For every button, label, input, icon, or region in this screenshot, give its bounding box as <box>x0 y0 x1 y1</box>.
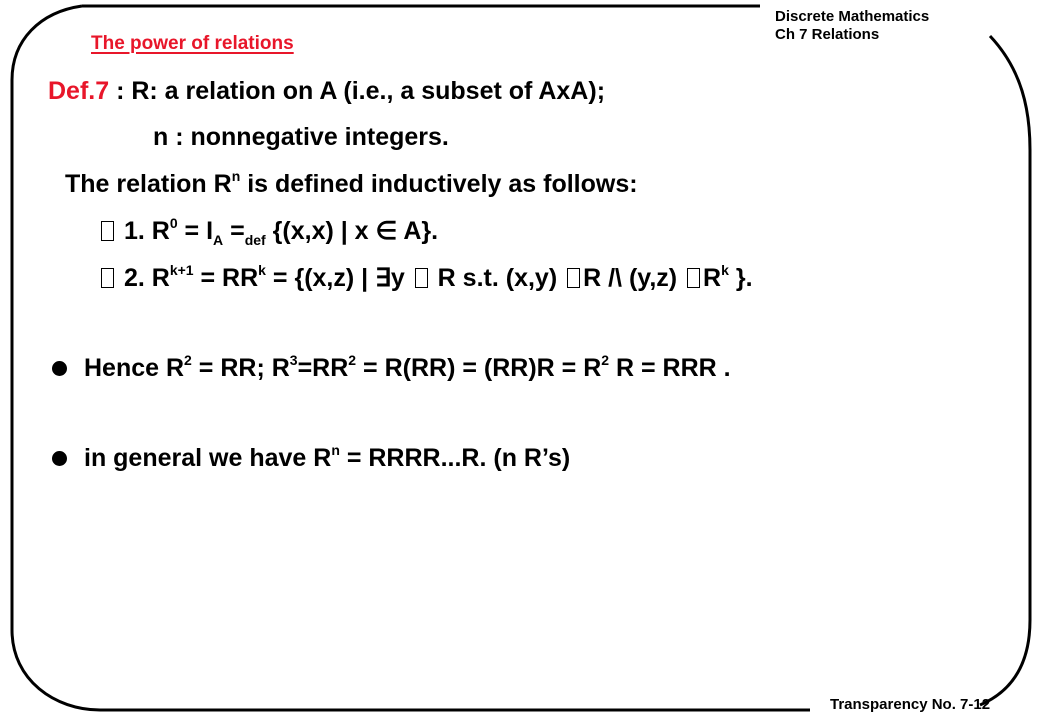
hence-s1: 2 <box>184 352 192 368</box>
header-chapter: Ch 7 Relations <box>775 26 880 43</box>
header-course: Discrete Mathematics <box>775 8 930 25</box>
general-line <box>84 443 570 473</box>
definition-label: Def.7 <box>48 77 110 105</box>
definition-line <box>48 76 605 106</box>
placeholder-glyph-icon <box>101 221 114 241</box>
item1-lead: 1. R <box>123 217 170 245</box>
relation-post: is defined inductively as follows: <box>240 170 638 198</box>
hence-s2: 3 <box>289 352 298 368</box>
placeholder-glyph-icon <box>687 268 700 288</box>
general-b: = RRRR...R. (n R’s) <box>339 444 571 472</box>
item2-part4: R <box>703 264 722 292</box>
relation-line <box>65 169 638 199</box>
hence-e: R = RRR . <box>609 354 731 382</box>
item-1 <box>98 216 438 246</box>
general-s1: n <box>331 442 340 458</box>
item1-sub-def: def <box>244 232 266 248</box>
n-line: n : nonnegative integers. <box>153 123 449 151</box>
relation-sup: n <box>231 168 241 184</box>
hence-d: = R(RR) = (RR)R = R <box>356 354 602 382</box>
item2-sup-k1: k+1 <box>169 262 194 278</box>
definition-text: : R: a relation on A (i.e., a subset of AxA); <box>109 77 606 105</box>
placeholder-glyph-icon <box>567 268 580 288</box>
placeholder-glyph-icon <box>415 268 428 288</box>
hence-s3: 2 <box>348 352 357 368</box>
item1-eq: = <box>223 217 245 245</box>
hence-a: Hence R <box>84 354 185 382</box>
bullet-icon <box>52 361 67 376</box>
hence-line <box>84 353 731 383</box>
general-a: in general we have R <box>84 444 332 472</box>
item2-sup-k2: k <box>721 262 729 278</box>
slide-title: The power of relations <box>91 33 294 54</box>
item1-mid: = I <box>177 217 214 245</box>
bullet-icon <box>52 451 67 466</box>
item1-sup: 0 <box>169 215 178 231</box>
item2-part1: = {(x,z) | ∃y <box>265 264 412 292</box>
item2-part3: R /\ (y,z) <box>583 264 685 292</box>
placeholder-glyph-icon <box>101 268 114 288</box>
item2-end: }. <box>728 264 753 292</box>
item2-part2: R s.t. (x,y) <box>430 264 565 292</box>
item2-mid: = RR <box>193 264 259 292</box>
hence-c: =RR <box>297 354 349 382</box>
hence-s4: 2 <box>601 352 610 368</box>
relation-pre: The relation R <box>65 170 232 198</box>
item1-sub-a: A <box>213 232 224 248</box>
item1-rest: {(x,x) | x ∈ A}. <box>265 217 439 245</box>
hence-b: = RR; R <box>191 354 290 382</box>
item2-lead: 2. R <box>123 264 170 292</box>
item-2 <box>98 263 753 293</box>
item2-sup-k: k <box>258 262 266 278</box>
transparency-number: Transparency No. 7-12 <box>830 696 991 713</box>
